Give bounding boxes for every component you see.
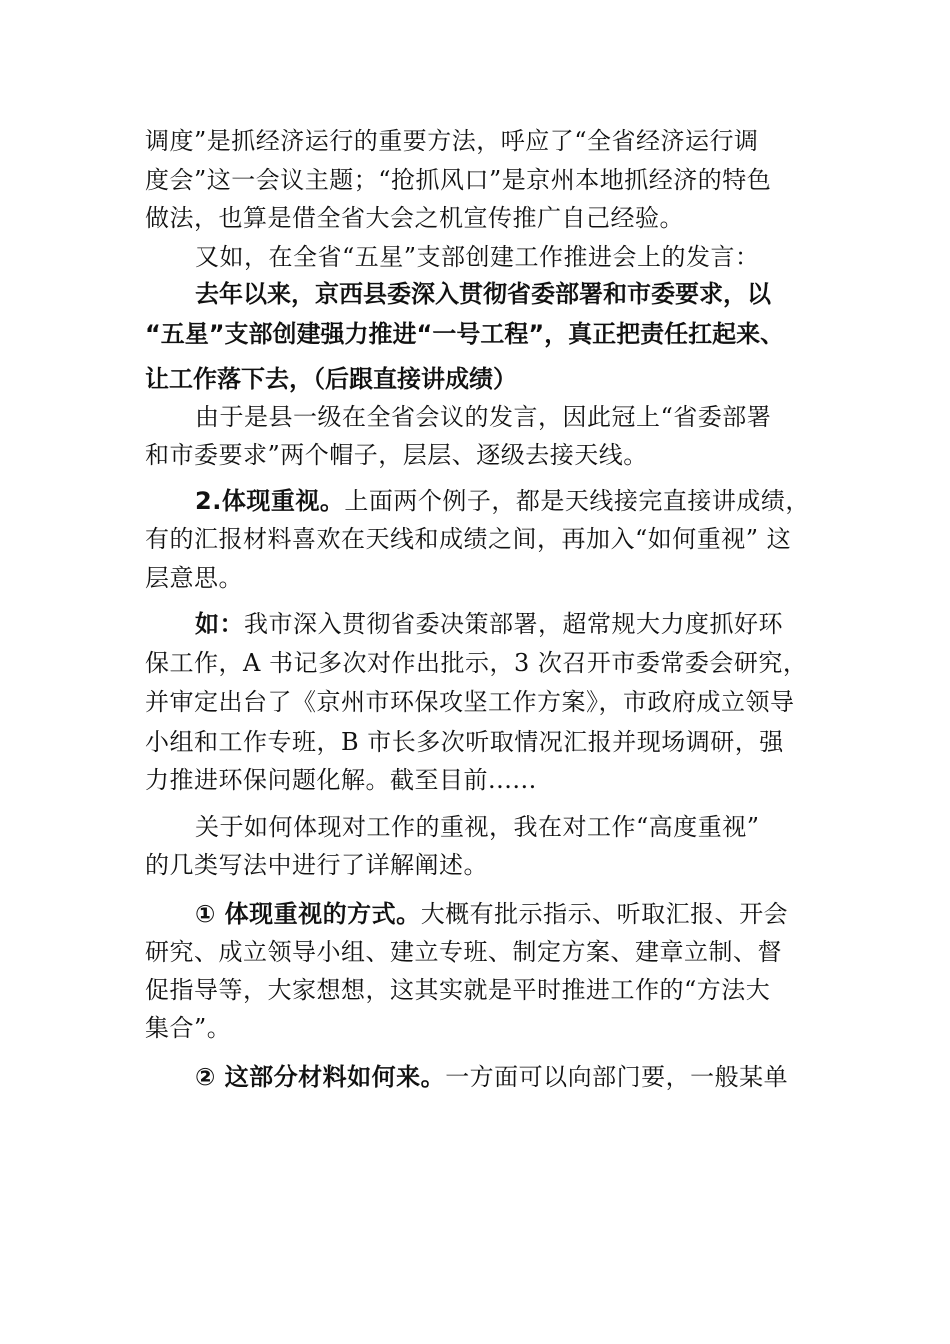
- subsection-heading: ② 这部分材料如何来。: [195, 1063, 446, 1091]
- paragraph-line: 层意思。: [145, 564, 243, 592]
- example-lead: 如：: [195, 610, 244, 638]
- bold-quote-line: 去年以来，京西县委深入贯彻省委部署和市委要求，以: [195, 280, 771, 308]
- paragraph-line: 关于如何体现对工作的重视，我在对工作“高度重视”: [195, 813, 760, 841]
- paragraph-line: 度会”这一会议主题；“抢抓风口”是京州本地抓经济的特色: [145, 166, 772, 194]
- paragraph-line: 有的汇报材料喜欢在天线和成绩之间，再加入“如何重视” 这: [145, 525, 792, 553]
- paragraph-line: 促指导等，大家想想，这其实就是平时推进工作的“方法大: [145, 976, 771, 1004]
- paragraph-line: [195, 484, 825, 518]
- paragraph-line: 由于是县一级在全省会议的发言，因此冠上“省委部署: [195, 403, 772, 431]
- bold-quote-line: “五星”支部创建强力推进“一号工程”，真正把责任扛起来、: [145, 320, 785, 348]
- paragraph-line: 研究、成立领导小组、建立专班、制定方案、建章立制、督: [145, 938, 782, 966]
- paragraph-line: 调度”是抓经济运行的重要方法，呼应了“全省经济运行调: [145, 127, 759, 155]
- section-heading: 2.体现重视。: [195, 487, 345, 515]
- paragraph-line: 又如，在全省“五星”支部创建工作推进会上的发言：: [195, 243, 760, 271]
- bold-quote-line: 让工作落下去，（后跟直接讲成绩）: [145, 365, 517, 393]
- paragraph-line: 力推进环保问题化解。截至目前......: [145, 766, 537, 794]
- subsection-heading: ① 体现重视的方式。: [195, 900, 421, 928]
- paragraph-text: 上面两个例子，都是天线接完直接讲成绩，: [344, 487, 810, 515]
- paragraph-line: 的几类写法中进行了详解阐述。: [145, 851, 488, 879]
- paragraph-text: 一方面可以向部门要，一般某单: [445, 1063, 789, 1091]
- paragraph-text: 大概有批示指示、听取汇报、开会: [420, 900, 789, 928]
- paragraph-line: 小组和工作专班，B 市长多次听取情况汇报并现场调研，强: [145, 728, 784, 756]
- paragraph-line: 并审定出台了《京州市环保攻坚工作方案》，市政府成立领导: [145, 688, 795, 716]
- paragraph-line: 保工作，A 书记多次对作出批示，3 次召开市委常委会研究，: [145, 649, 808, 677]
- paragraph-line: [195, 897, 825, 931]
- paragraph-line: [195, 1060, 825, 1094]
- paragraph-line: 做法，也算是借全省大会之机宣传推广自己经验。: [145, 204, 684, 232]
- paragraph-line: 集合”。: [145, 1014, 232, 1042]
- paragraph-line: [195, 607, 825, 641]
- paragraph-text: 我市深入贯彻省委决策部署，超常规大力度抓好环: [244, 610, 783, 638]
- paragraph-line: 和市委要求”两个帽子，层层、逐级去接天线。: [145, 441, 648, 469]
